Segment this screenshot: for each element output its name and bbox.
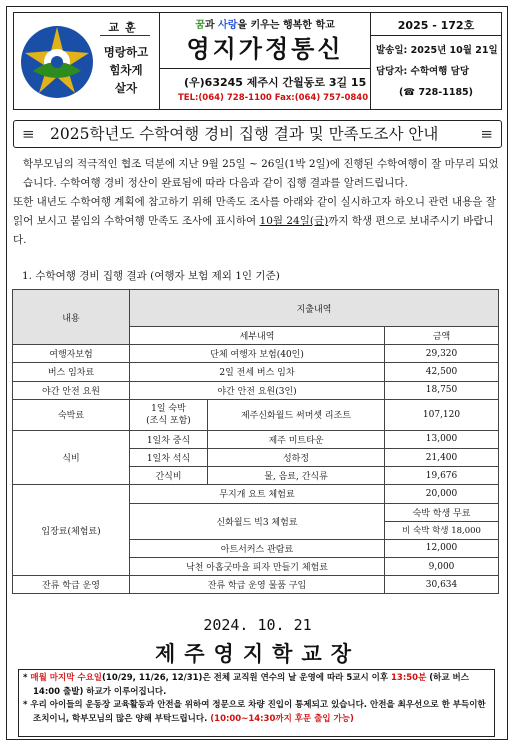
row-label: 버스 임차료 (13, 363, 130, 381)
row-label: 입장료(체험료) (13, 485, 130, 576)
header-detail: 지출내역 (130, 290, 499, 327)
banner-mark-right: ≡ (480, 125, 493, 143)
row-detail: 성하정 (208, 448, 385, 466)
row-detail: 낙천 아홉굿마을 피자 만들기 체험료 (130, 558, 385, 576)
intro-paragraph-2 (13, 193, 500, 250)
row-amount: 비 숙박 학생 18,000 (385, 521, 499, 539)
newsletter-title: 영지가정통신 (186, 34, 344, 63)
row-amount: 20,000 (385, 485, 499, 503)
row-detail: 아트서커스 관람료 (130, 539, 385, 557)
row-detail: 단체 여행자 보험(40인) (130, 345, 385, 363)
intro-paragraph-1: 학부모님의 적극적인 협조 덕분에 지난 9월 25일 ~ 26일(1박 2일)에 진행된 수학여행이 잘 마무리 되었습니다. 수학여행 경비 정산이 완료됨에 따라 다음과 같이 집행 결과를 알려드립니다. (23, 158, 499, 189)
notice-item-2 (23, 699, 490, 726)
row-sub: 1일차 석식 (130, 448, 208, 466)
table-row (13, 363, 499, 381)
notice-bullet: * (23, 673, 31, 683)
table-row (13, 430, 499, 448)
motto-line-2: 힘차게 (109, 63, 143, 77)
notice-2-highlight: (10:00~14:30까지 후문 출입 가능) (210, 713, 354, 724)
row-amount: 12,000 (385, 539, 499, 557)
newsletter-header (13, 12, 502, 110)
motto-line-3: 살자 (114, 81, 138, 95)
row-amount: 42,500 (385, 363, 499, 381)
notice-1-end: (하교 버스 14:00 출발) 하교가 이루어집니다. (33, 673, 469, 697)
header-sub-detail: 세부내역 (130, 327, 385, 345)
school-contact: TEL:(064) 728-1100 Fax:(064) 757-0840 (178, 93, 369, 103)
slogan-word-and: 과 (204, 20, 219, 31)
table-row (13, 399, 499, 430)
row-label: 여행자보험 (13, 345, 130, 363)
slogan-word-love: 사랑 (218, 20, 238, 31)
intro-paragraph-2-end: 까지 학생 편으로 보내주시기 바랍니다. (13, 215, 494, 246)
manager: 담당자: 수학여행 담당 (376, 66, 470, 77)
manager-phone: (☎ 728-1185) (398, 87, 474, 98)
table-header-row (13, 290, 499, 327)
row-detail: 2일 전세 버스 임차 (130, 363, 385, 381)
table-row (13, 485, 499, 503)
row-amount: 18,750 (385, 381, 499, 399)
school-address: (우)63245 제주시 간월동로 3길 15 (184, 76, 367, 89)
row-label: 숙박료 (13, 399, 130, 430)
issue-divider (371, 35, 501, 36)
notice-1-text: (10/29, 11/26, 12/31)은 전체 교직원 연수의 날 운영에 따라 5교시 이후 (102, 673, 392, 683)
row-detail: 제주신화월드 써머셋 리조트 (208, 399, 385, 430)
slogan-word-dream: 꿈 (195, 20, 205, 31)
row-amount: 21,400 (385, 448, 499, 466)
row-amount: 30,634 (385, 576, 499, 594)
motto-box (13, 12, 160, 110)
row-sub (130, 399, 208, 430)
table-row (13, 576, 499, 594)
row-detail: 제주 미트타운 (208, 430, 385, 448)
row-detail: 야간 안전 요원(3인) (130, 381, 385, 399)
motto-title: 교훈 (108, 21, 142, 34)
row-label: 식비 (13, 430, 130, 485)
notice-1-time: 13:50분 (391, 673, 427, 683)
school-name: 제주영지학교장 (154, 641, 360, 666)
row-amount: 107,120 (385, 399, 499, 430)
intro-paragraph-2-text: 또한 내년도 수학여행 계획에 참고하기 위해 만족도 조사를 아래와 같이 실시하고자 하오니 관련 내용을 잘 읽어 보시고 붙임의 수학여행 만족도 조사에 표시하여 (13, 196, 496, 227)
motto-line-1: 명랑하고 (103, 45, 149, 59)
notice-1-highlight: 매월 마지막 수요일 (30, 673, 103, 683)
row-amount: 숙박 학생 무료 (385, 503, 499, 521)
title-divider (160, 68, 370, 69)
table-row (13, 345, 499, 363)
issue-date: 발송일: 2025년 10월 21일 (376, 45, 498, 56)
motto-text (96, 43, 156, 97)
intro-text (13, 155, 500, 250)
slogan-rest: 을 키우는 행복한 학교 (237, 20, 335, 31)
notice-banner (13, 120, 502, 148)
row-amount: 19,676 (385, 467, 499, 485)
row-detail: 신화월드 빅3 체험료 (130, 503, 385, 539)
row-amount: 13,000 (385, 430, 499, 448)
issue-info-box (371, 12, 502, 110)
notice-item-1 (23, 672, 490, 699)
lodging-sub-2: (조식 포함) (146, 415, 191, 426)
issue-number: 2025 - 172호 (397, 19, 475, 32)
section-title: 1. 수학여행 경비 집행 결과 (여행자 보험 제외 1인 기준) (22, 270, 280, 282)
row-amount: 29,320 (385, 345, 499, 363)
header-item: 내용 (13, 290, 130, 345)
row-amount: 9,000 (385, 558, 499, 576)
notice-title: 2025학년도 수학여행 경비 집행 결과 및 만족도조사 안내 (50, 125, 439, 143)
row-detail: 무지개 요트 체험료 (130, 485, 385, 503)
row-label: 야간 안전 요원 (13, 381, 130, 399)
deadline-date: 10월 24일(금) (259, 215, 329, 227)
notice-2-text: * 우리 아이들의 운동장 교육활동과 안전을 위하여 정문으로 차량 진입이 통제되고 있습니다. 안전을 최우선으로 한 부득이한 조치이니, 학부모님의 많은 양해 부탁드립니다. (23, 700, 486, 724)
expense-table (12, 289, 499, 594)
motto-underline (100, 35, 150, 36)
row-sub: 1일차 중식 (130, 430, 208, 448)
row-detail: 잔류 학급 운영 물품 구입 (130, 576, 385, 594)
banner-mark-left: ≡ (22, 125, 35, 143)
header-amount: 금액 (385, 327, 499, 345)
lodging-sub-1: 1일 숙박 (151, 403, 186, 414)
title-box (160, 12, 371, 110)
signature-date: 2024. 10. 21 (203, 616, 312, 634)
row-sub: 간식비 (130, 467, 208, 485)
row-detail: 물, 음료, 간식류 (208, 467, 385, 485)
school-logo-icon (19, 23, 95, 101)
row-label: 잔류 학급 운영 (13, 576, 130, 594)
notice-box (18, 669, 495, 737)
table-row (13, 381, 499, 399)
